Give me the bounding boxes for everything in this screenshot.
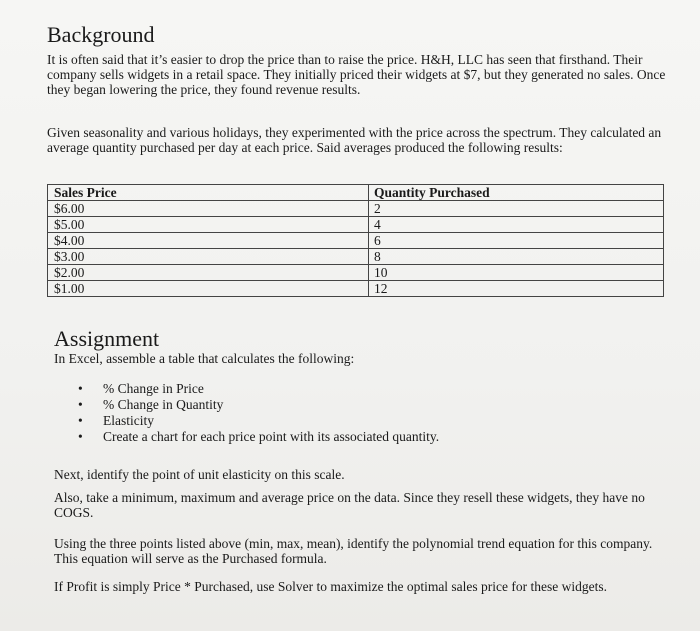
- list-item-text: Create a chart for each price point with its associated quantity.: [103, 429, 440, 444]
- unit-elasticity-instruction: Next, identify the point of unit elasticity on this scale.: [54, 467, 345, 482]
- task-list: [78, 381, 439, 445]
- list-item-text: % Change in Quantity: [103, 397, 224, 412]
- quantity-cell: 8: [369, 249, 664, 265]
- background-paragraph-2: Given seasonality and various holidays, they experimented with the price across the spectrum. They calculated an average quantity purchased per day at each price. Said averages produced the following results:: [47, 125, 662, 155]
- header-quantity-purchased: Quantity Purchased: [369, 185, 664, 201]
- background-heading: Background: [47, 22, 155, 47]
- table-row: [48, 217, 664, 233]
- quantity-cell: 4: [369, 217, 664, 233]
- list-item: [78, 413, 439, 429]
- price-cell: $4.00: [48, 233, 369, 249]
- price-cell: $6.00: [48, 201, 369, 217]
- quantity-cell: 6: [369, 233, 664, 249]
- assignment-intro: In Excel, assemble a table that calculates the following:: [54, 351, 355, 366]
- bullet-icon: •: [78, 397, 83, 412]
- bullet-icon: •: [78, 429, 83, 444]
- price-cell: $5.00: [48, 217, 369, 233]
- table-row: [48, 281, 664, 297]
- list-item: [78, 397, 439, 413]
- table-row: [48, 265, 664, 281]
- quantity-cell: 2: [369, 201, 664, 217]
- price-cell: $2.00: [48, 265, 369, 281]
- table-row: [48, 249, 664, 265]
- price-cell: $3.00: [48, 249, 369, 265]
- polynomial-trend-instruction: Using the three points listed above (min, max, mean), identify the polynomial trend equation for this company. This equation will serve as the Purchased formula.: [54, 536, 653, 566]
- bullet-icon: •: [78, 381, 83, 396]
- list-item-text: % Change in Price: [103, 381, 204, 396]
- list-item-text: Elasticity: [103, 413, 154, 428]
- price-cell: $1.00: [48, 281, 369, 297]
- list-item: [78, 429, 439, 445]
- bullet-icon: •: [78, 413, 83, 428]
- assignment-heading: Assignment: [54, 326, 160, 351]
- price-quantity-table: [47, 184, 664, 297]
- quantity-cell: 12: [369, 281, 664, 297]
- background-paragraph-1: It is often said that it’s easier to drop the price than to raise the price. H&H, LLC has seen that firsthand. Their company sells widgets in a retail space. They initially priced their widgets at $7, but they generated no sales. Once they began lowering the price, they found revenue results.: [47, 52, 666, 97]
- solver-instruction: If Profit is simply Price * Purchased, use Solver to maximize the optimal sales price for these widgets.: [54, 579, 608, 594]
- header-sales-price: Sales Price: [48, 185, 369, 201]
- table-row: [48, 201, 664, 217]
- quantity-cell: 10: [369, 265, 664, 281]
- table-header-row: [48, 185, 664, 201]
- min-max-average-instruction: Also, take a minimum, maximum and average price on the data. Since they resell these widgets, they have no COGS.: [54, 490, 645, 520]
- list-item: [78, 381, 439, 397]
- table-row: [48, 233, 664, 249]
